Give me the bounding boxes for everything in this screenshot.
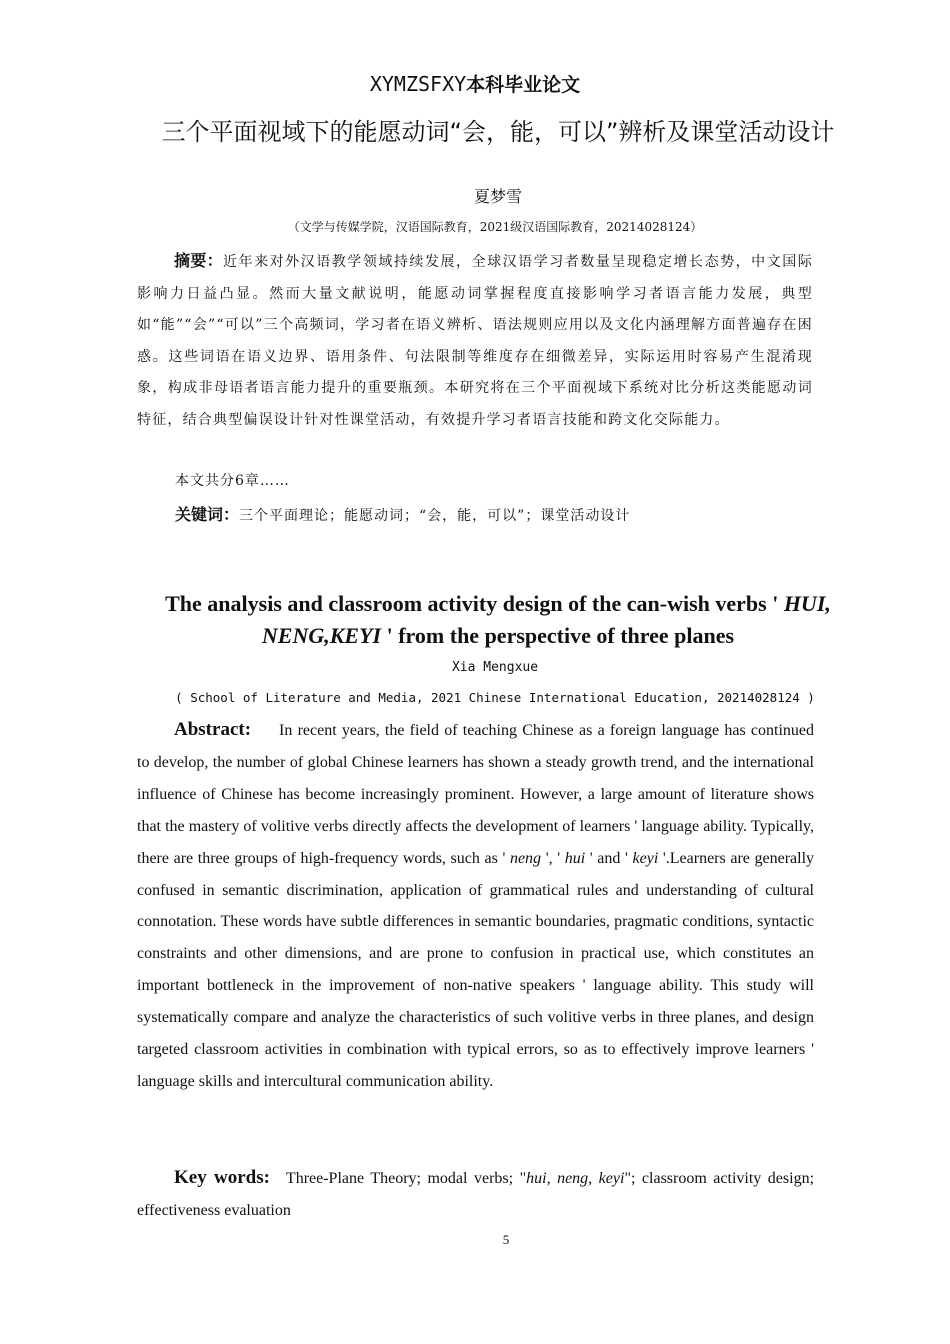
header-label: 本科毕业论文: [466, 74, 581, 96]
english-title-italic: HUI, NENG,KEYI: [261, 591, 831, 648]
english-abstract-p4: '.Learners are generally confused in semantic discrimination, application of grammatical rules and understanding of cultural connotation. These words have subtle differences in semantic boundaries, pragmatic conditions, syntactic constraints and other dimensions, and are prone to confusion in practical use, which constitutes an important bottleneck in the improvement of non-native speakers ' language ability. This study will systematically compare and analyze the characteristics of such volitive verbs in three planes, and design targeted classroom activities in combination with typical errors, so as to effectively improve learners ' language skills and intercultural communication ability.: [137, 849, 815, 1090]
english-abstract: [137, 714, 814, 1098]
chinese-abstract-text: 近年来对外汉语教学领域持续发展，全球汉语学习者数量呈现稳定增长态势，中文国际影响力日益凸显。然而大量文献说明，能愿动词掌握程度直接影响学习者语言能力发展，典型如“能”“会”“可以”三个高频词，学习者在语义辨析、语法规则应用以及文化内涵理解方面普遍存在困惑。这些词语在语义边界、语用条件、句法限制等维度存在细微差异，实际运用时容易产生混淆现象，构成非母语者语言能力提升的重要瓶颈。本研究将在三个平面视域下系统对比分析这类能愿动词特征，结合典型偏误设计针对性课堂活动，有效提升学习者语言技能和跨文化交际能力。: [137, 254, 813, 428]
chinese-keywords-label: 关键词：: [175, 505, 240, 524]
chinese-author: 夏梦雪: [473, 187, 522, 206]
english-keywords: [137, 1162, 814, 1227]
english-abstract-label: Abstract:: [174, 719, 252, 740]
page-number: 5: [502, 1232, 510, 1247]
english-keywords-italic: hui, neng, keyi: [526, 1170, 625, 1187]
english-title: [130, 588, 866, 652]
english-keywords-p2: "; classroom activity design; effectiveness evaluation: [137, 1170, 815, 1219]
english-author: Xia Mengxue: [451, 660, 539, 675]
header-code: XYMZSFXY: [369, 72, 467, 96]
english-title-part2: ' from the perspective of three planes: [386, 623, 735, 648]
chinese-title: 三个平面视域下的能愿动词“会，能，可以”辨析及课堂活动设计: [161, 118, 835, 146]
chinese-keywords-text: 三个平面理论；能愿动词；“会，能，可以”；课堂活动设计: [239, 508, 631, 524]
running-header: [0, 70, 950, 97]
english-abstract-p2: ', ': [545, 849, 561, 867]
chapter-note: 本文共分6章……: [175, 473, 290, 489]
english-keywords-label: Key words:: [174, 1167, 270, 1188]
english-keywords-p1: Three-Plane Theory; modal verbs; ": [285, 1170, 527, 1187]
english-abstract-p1: In recent years, the field of teaching Chinese as a foreign language has continued to develop, the number of global Chinese learners has shown a steady growth trend, and the international influence of Chinese has become increasingly prominent. However, a large amount of literature shows that the mastery of volitive verbs directly affects the development of learners ' language ability. Typically, there are three groups of high-frequency words, such as ': [137, 722, 814, 867]
chinese-keywords: [175, 502, 815, 525]
english-abstract-p3: ' and ': [589, 849, 628, 867]
chinese-abstract: [137, 245, 813, 436]
english-abstract-keyi: keyi: [632, 849, 659, 867]
english-title-part1: The analysis and classroom activity design of the can-wish verbs ': [165, 591, 779, 616]
english-abstract-neng: neng: [509, 849, 542, 867]
chinese-affiliation: （文学与传媒学院，汉语国际教育，2021级汉语国际教育，20214028124）: [287, 220, 703, 234]
english-affiliation: ( School of Literature and Media, 2021 Chinese International Education, 20214028124 ): [175, 690, 815, 705]
english-abstract-hui: hui: [564, 849, 586, 867]
chinese-abstract-label: 摘要：: [174, 251, 224, 270]
